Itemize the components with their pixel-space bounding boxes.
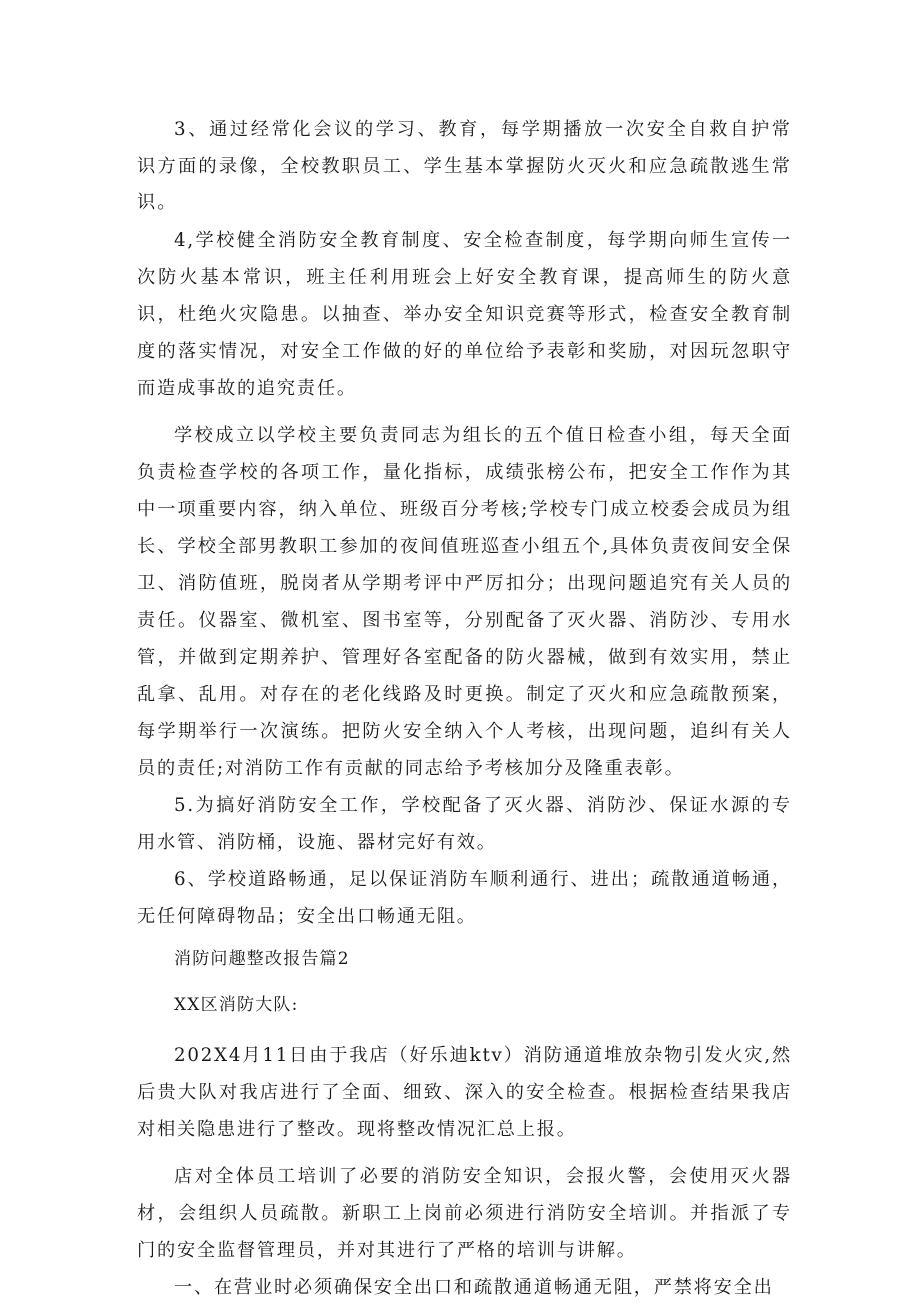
paragraph-duty-groups: 学校成立以学校主要负责同志为组长的五个值日检查小组，每天全面负责检查学校的各项工作，量化指标，成绩张榜公布，把安全工作作为其中一项重要内容，纳入单位、班级百分考核;学校专门成立校委会成员为组长、学校全部男教职工参加的夜间值班巡查小组五个,具体负责夜间安全保卫、消防值班，脱岗者从学期考评中严厉扣分；出现问题追究有关人员的责任。仪器室、微机室、图书室等，分别配备了灭火器、消防沙、专用水管，并做到定期养护、管理好各室配备的防火器械，做到有效实用，禁止乱拿、乱用。对存在的老化线路及时更换。制定了灭火和应急疏散预案，每学期举行一次演练。把防火安全纳入个人考核，出现问题，追纠有关人员的责任;对消防工作有贡献的同志给予考核加分及隆重表彰。 <box>137 424 792 779</box>
paragraph-item-3: 3、通过经常化会议的学习、教育，每学期播放一次安全自救自护常识方面的录像，全校教职员工、学生基本掌握防火灭火和应急疏散逃生常识。 <box>137 119 792 214</box>
report-paragraph-item-1: 一、在营业时必须确保安全出口和疏散通道畅通无阻，严禁将安全出 <box>174 1276 774 1298</box>
paragraph-item-4: 4,学校健全消防安全教育制度、安全检查制度，每学期向师生宣传一次防火基本常识，班主任利用班会上好安全教育课，提高师生的防火意识，杜绝火灾隐患。以抽查、举办安全知识竞赛等形式，检查安全教育制度的落实情况，对安全工作做的好的单位给予表彰和奖励，对因玩忽职守而造成事故的追究责任。 <box>137 229 792 399</box>
report-paragraph-training: 店对全体员工培训了必要的消防安全知识，会报火警，会使用灭火器材，会组织人员疏散。新职工上岗前必须进行消防安全培训。并指派了专门的安全监督管理员，并对其进行了严格的培训与讲解。 <box>137 1165 792 1261</box>
paragraph-item-6: 6、学校道路畅通，足以保证消防车顺利通行、进出；疏散通道畅通，无任何障碍物品；安全出口畅通无阻。 <box>137 868 792 927</box>
document-body <box>137 112 792 1306</box>
section-heading: 消防问趣整改报告篇2 <box>174 948 350 969</box>
salutation: XX区消防大队: <box>174 994 299 1015</box>
report-paragraph-fire-incident: 202X4月11日由于我店（好乐迪ktv）消防通道堆放杂物引发火灾,然后贵大队对我店进行了全面、细致、深入的安全检查。根据检查结果我店对相关隐患进行了整改。现将整改情况汇总上报。 <box>137 1044 792 1140</box>
paragraph-item-5: 5.为搞好消防安全工作，学校配备了灭火器、消防沙、保证水源的专用水管、消防桶，设施、器材完好有效。 <box>137 794 792 853</box>
